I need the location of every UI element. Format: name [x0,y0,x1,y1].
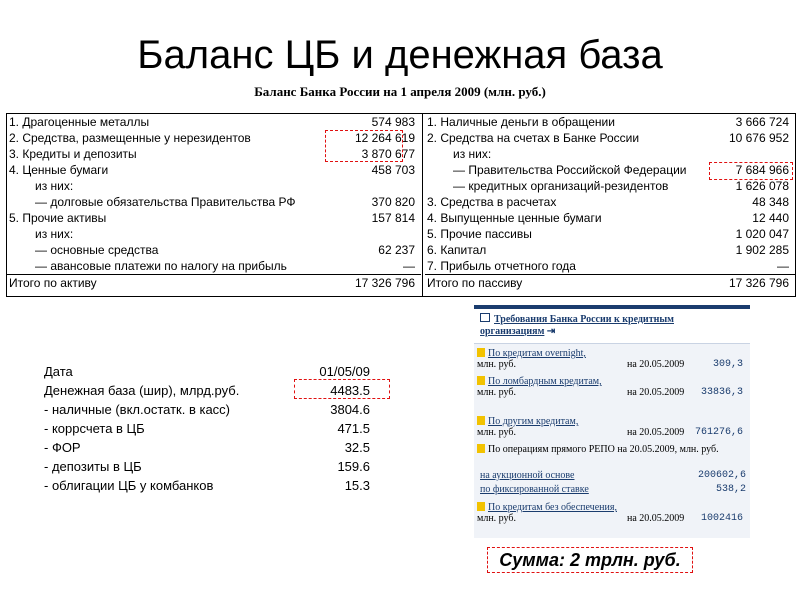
slide-title: Баланс ЦБ и денежная база [137,33,663,77]
row-value: 48 348 [752,195,789,209]
row-label: Денежная база (шир), млрд.руб. [44,383,240,398]
balance-caption: Баланс Банка России на 1 апреля 2009 (млн. руб.) [254,84,546,99]
money-base-table [44,362,384,495]
claim-link[interactable]: По кредитам без обеспечения, [488,502,617,513]
claim-item [477,444,747,455]
claim-link[interactable]: По ломбардным кредитам, [488,376,602,387]
claim-value: 761276,6 [694,427,743,438]
row-label: 6. Капитал [427,243,487,257]
row-value: 17 326 796 [728,276,789,290]
row-value: 3804.6 [330,402,370,417]
row-label: - депозиты в ЦБ [44,459,142,474]
collapse-icon[interactable] [480,313,490,322]
claim-text: млн. руб. [477,513,516,524]
liabilities-row [425,226,795,242]
assets-row [7,114,421,130]
claim-text: По операциям прямого РЕПО на 20.05.2009, млн. руб. [488,444,719,455]
claim-item [477,376,747,398]
liabilities-row [425,194,795,210]
claim-item [480,470,750,481]
sum-label: Сумма: 2 трлн. руб. [487,547,693,573]
row-value: 458 703 [371,163,415,177]
liabilities-total-row [425,274,795,290]
info-icon [477,502,485,511]
row-value: 157 814 [371,211,415,225]
panel-top-bar [474,305,750,309]
row-label: — Правительства Российской Федерации [453,163,687,177]
assets-total-row [7,274,421,290]
row-label: 3. Средства в расчетах [427,195,557,209]
claim-date: на 20.05.2009 [627,513,685,524]
money-base-row [44,419,384,438]
row-value: 15.3 [344,478,370,493]
money-base-row [44,400,384,419]
pin-icon[interactable]: ⇥ [546,326,556,337]
claim-text: млн. руб. [477,359,516,370]
liabilities-row [425,114,795,130]
balance-table [6,113,796,297]
claim-value: 1002416 [700,513,743,524]
row-label: 2. Средства на счетах в Банке России [427,131,640,145]
row-value: 370 820 [371,195,415,209]
claim-item [477,348,747,370]
row-label: 4. Выпущенные ценные бумаги [427,211,602,225]
row-label: — авансовые платежи по налогу на прибыль [35,259,287,273]
row-value: 1 020 047 [735,227,789,241]
row-value: 17 326 796 [354,276,415,290]
claims-list [474,343,750,538]
claim-item [477,502,747,524]
info-icon [477,376,485,385]
row-value: 3 666 724 [735,115,789,129]
row-value: 12 264 619 [354,131,415,145]
row-label: 1. Драгоценные металлы [9,115,150,129]
claim-value: 538,2 [715,484,746,495]
row-label: 5. Прочие активы [9,211,107,225]
claims-heading-link[interactable]: Требования Банка России к кредитным организациям [480,314,674,337]
row-label: 1. Наличные деньги в обращении [427,115,615,129]
row-value: 62 237 [378,243,415,257]
claim-value: 309,3 [712,359,743,370]
claim-link[interactable]: По другим кредитам, [488,416,579,427]
row-label: из них: [453,147,492,161]
row-label: 5. Прочие пассивы [427,227,532,241]
row-value: 10 676 952 [728,131,789,145]
highlight-box-government [709,162,793,180]
claim-link[interactable]: По кредитам overnight, [488,348,586,359]
row-value: 159.6 [337,459,370,474]
claim-value: 200602,6 [697,470,746,481]
claims-heading[interactable] [480,313,740,338]
row-label: из них: [35,227,74,241]
claim-link[interactable]: по фиксированной ставке [480,484,589,495]
row-label: — долговые обязательства Правительства РФ [35,195,296,209]
info-icon [477,348,485,357]
assets-row [7,242,421,258]
claim-text: млн. руб. [477,387,516,398]
row-label: - наличные (вкл.остатк. в касс) [44,402,230,417]
row-value: 01/05/09 [319,364,370,379]
row-label: - коррсчета в ЦБ [44,421,145,436]
row-value: 3 870 677 [361,147,415,161]
row-value: 1 902 285 [735,243,789,257]
liabilities-row [425,178,795,194]
row-value: 471.5 [337,421,370,436]
row-label: 3. Кредиты и депозиты [9,147,137,161]
assets-row [7,226,421,242]
claim-link[interactable]: на аукционной основе [480,470,575,481]
row-value: — [403,259,415,273]
claim-value: 33836,3 [700,387,743,398]
row-label: — основные средства [35,243,159,257]
money-base-row [44,476,384,495]
assets-row [7,210,421,226]
claim-date: на 20.05.2009 [627,387,685,398]
assets-row [7,194,421,210]
row-label: Итого по пассиву [427,276,523,290]
column-divider [422,114,423,296]
money-base-row [44,438,384,457]
highlight-box-money-base [294,379,390,399]
claim-date: на 20.05.2009 [627,427,685,438]
claims-panel [474,305,750,545]
liabilities-row [425,258,795,274]
claim-date: на 20.05.2009 [627,359,685,370]
row-label: - облигации ЦБ у комбанков [44,478,214,493]
assets-row [7,258,421,274]
row-value: — [777,259,789,273]
row-value: 32.5 [344,440,370,455]
row-value: 7 684 966 [735,163,789,177]
row-label: из них: [35,179,74,193]
row-value: 4483.5 [330,383,370,398]
row-label: Дата [44,364,73,379]
row-label: 4. Ценные бумаги [9,163,109,177]
row-value: 12 440 [752,211,789,225]
liabilities-row [425,130,795,146]
info-icon [477,444,485,453]
money-base-row [44,457,384,476]
row-label: Итого по активу [9,276,97,290]
liabilities-row [425,242,795,258]
row-label: 7. Прибыль отчетного года [427,259,576,273]
claim-text: млн. руб. [477,427,516,438]
assets-row [7,178,421,194]
liabilities-row [425,210,795,226]
claim-item [477,416,747,438]
liabilities-column [425,114,795,290]
highlight-box-assets [325,130,403,162]
row-value: 1 626 078 [735,179,789,193]
assets-row [7,162,421,178]
row-label: — кредитных организаций-резидентов [453,179,669,193]
info-icon [477,416,485,425]
claim-item [480,484,750,495]
row-label: 2. Средства, размещенные у нерезидентов [9,131,251,145]
row-label: - ФОР [44,440,81,455]
row-value: 574 983 [371,115,415,129]
liabilities-row [425,146,795,162]
